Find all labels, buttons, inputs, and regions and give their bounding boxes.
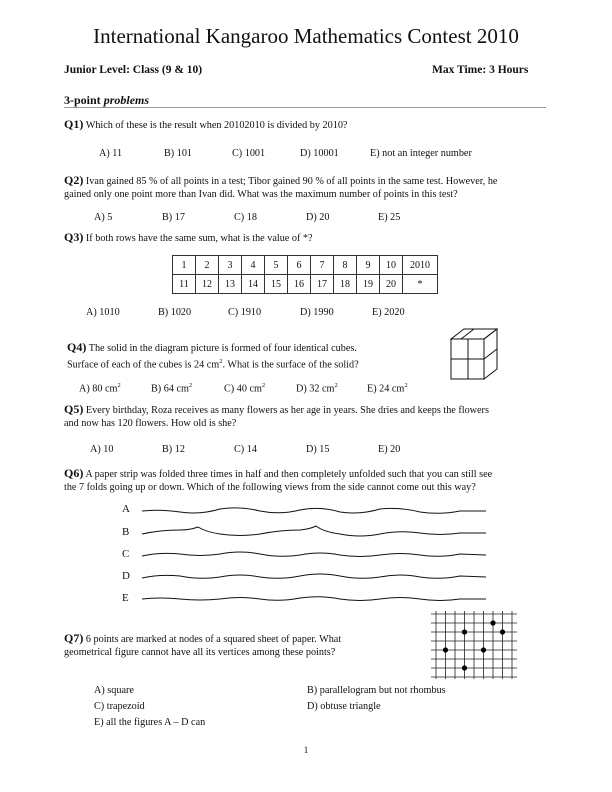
question-5	[64, 403, 549, 430]
q2-option-b: B) 17	[162, 212, 185, 223]
section-heading	[64, 93, 149, 108]
q3-option-a: A) 1010	[86, 307, 120, 318]
question-number: Q7)	[64, 631, 84, 645]
table-cell: 7	[311, 256, 334, 275]
q2-option-a: A) 5	[94, 212, 113, 223]
page-number: 1	[303, 745, 309, 755]
q3-option-e: E) 2020	[372, 307, 405, 318]
question-7	[64, 632, 424, 659]
q5-option-d: D) 15	[306, 444, 330, 455]
question-3	[64, 231, 549, 245]
strip-label-b: B	[122, 526, 130, 538]
strip-b	[142, 526, 486, 536]
strip-label-e: E	[122, 592, 129, 604]
question-6	[64, 467, 549, 494]
strip-label-a: A	[122, 503, 130, 515]
question-text-line2: geometrical figure cannot have all its vertices among these points?	[64, 647, 336, 658]
page-title: International Kangaroo Mathematics Contest 2010	[93, 24, 519, 48]
q4-option-d: D) 32 $cm^2$	[296, 382, 338, 395]
strip-a	[142, 508, 486, 513]
question-text: Which of these is the result when 20102010 is divided by 2010?	[85, 120, 348, 131]
max-time-label: Max Time: 3 Hours	[432, 64, 529, 76]
question-number: Q5)	[64, 402, 84, 416]
question-2	[64, 174, 549, 201]
strip-c	[142, 552, 486, 557]
q7-option-e: E) all the figures A – D can	[94, 717, 206, 728]
q1-option-e: E) not an integer number	[370, 148, 472, 159]
table-cell: 4	[242, 256, 265, 275]
table-cell: 19	[357, 275, 380, 294]
q7-option-b: B) parallelogram but not rhombus	[307, 685, 446, 696]
question-number: Q6)	[64, 466, 84, 480]
cubes-diagram	[448, 326, 498, 382]
table-cell: 12	[196, 275, 219, 294]
q4-option-a: A) 80 $cm^2$	[79, 382, 121, 395]
q3-option-b: B) 1020	[158, 307, 192, 318]
table-row-2	[173, 275, 438, 294]
q5-option-e: E) 20	[378, 444, 401, 455]
question-text-line1: The solid in the diagram picture is formed of four identical cubes.	[88, 343, 357, 354]
q2-option-c: C) 18	[234, 212, 257, 223]
strip-d	[142, 574, 486, 578]
question-4	[67, 341, 437, 371]
level-label: Junior Level: Class (9 & 10)	[64, 64, 203, 76]
section-prefix: 3-point	[64, 93, 101, 107]
q4-option-e: E) 24 $cm^2$	[367, 382, 408, 395]
question-text-line1: A paper strip was folded three times in half and then completely unfolded such that you can still see	[85, 469, 493, 480]
question-text-line2: Surface of each of the cubes is 24 $cm^2$. What is the surface of the solid?	[67, 358, 359, 371]
table-cell: 11	[173, 275, 196, 294]
q7-option-d: D) obtuse triangle	[307, 701, 381, 712]
question-text: If both rows have the same sum, what is the value of *?	[85, 233, 313, 244]
question-1	[64, 118, 549, 132]
table-cell: 20	[380, 275, 403, 294]
strip-label-d: D	[122, 570, 130, 582]
q3-option-c: C) 1910	[228, 307, 262, 318]
q2-option-d: D) 20	[306, 212, 330, 223]
q5-option-c: C) 14	[234, 444, 257, 455]
q3-option-d: D) 1990	[300, 307, 334, 318]
table-cell: 16	[288, 275, 311, 294]
folded-strips-diagram	[138, 500, 490, 610]
question-text-line1: 6 points are marked at nodes of a squared sheet of paper. What	[85, 634, 342, 645]
q7-option-a: A) square	[94, 685, 134, 696]
question-number: Q1)	[64, 117, 84, 131]
table-cell: 3	[219, 256, 242, 275]
question-text-line1: Every birthday, Roza receives as many flowers as her age in years. She dries and keeps the flowers	[85, 405, 489, 416]
table-cell: 5	[265, 256, 288, 275]
q1-option-d: D) 10001	[300, 148, 339, 159]
section-rule	[64, 107, 546, 108]
table-cell: 8	[334, 256, 357, 275]
table-cell: *	[403, 275, 438, 294]
table-cell: 9	[357, 256, 380, 275]
table-cell: 17	[311, 275, 334, 294]
q5-option-b: B) 12	[162, 444, 185, 455]
question-number: Q3)	[64, 230, 84, 244]
question-number: Q2)	[64, 173, 84, 187]
table-cell: 1	[173, 256, 196, 275]
q7-option-c: C) trapezoid	[94, 701, 145, 712]
q4-option-c: C) 40 $cm^2$	[224, 382, 266, 395]
section-word: problems	[103, 93, 150, 107]
question-text-line2: gained only one point more than Ivan did. What was the maximum number of points in this test?	[64, 189, 458, 200]
table-cell: 6	[288, 256, 311, 275]
table-cell: 2010	[403, 256, 438, 275]
question-text-line2: the 7 folds going up or down. Which of the following views from the side cannot come out this way?	[64, 482, 476, 493]
q4-option-b: B) 64 $cm^2$	[151, 382, 193, 395]
table-cell: 14	[242, 275, 265, 294]
table-cell: 10	[380, 256, 403, 275]
table-cell: 13	[219, 275, 242, 294]
table-cell: 15	[265, 275, 288, 294]
question-number: Q4)	[67, 340, 87, 354]
strip-label-c: C	[122, 548, 130, 560]
q1-option-b: B) 101	[164, 148, 193, 159]
question-text-line1: Ivan gained 85 % of all points in a test; Tibor gained 90 % of all points in the same test. However, he	[85, 176, 498, 187]
table-row-1	[173, 256, 438, 275]
dot-grid-diagram	[430, 608, 520, 682]
question-text-line2: and now has 120 flowers. How old is she?	[64, 418, 237, 429]
superscript: 2	[219, 358, 223, 365]
table-cell: 2	[196, 256, 219, 275]
q2-option-e: E) 25	[378, 212, 401, 223]
table-cell: 18	[334, 275, 357, 294]
sum-table	[172, 255, 438, 294]
q1-option-a: A) 11	[99, 148, 123, 159]
q1-option-c: C) 1001	[232, 148, 266, 159]
q5-option-a: A) 10	[90, 444, 114, 455]
strip-e	[142, 597, 486, 601]
